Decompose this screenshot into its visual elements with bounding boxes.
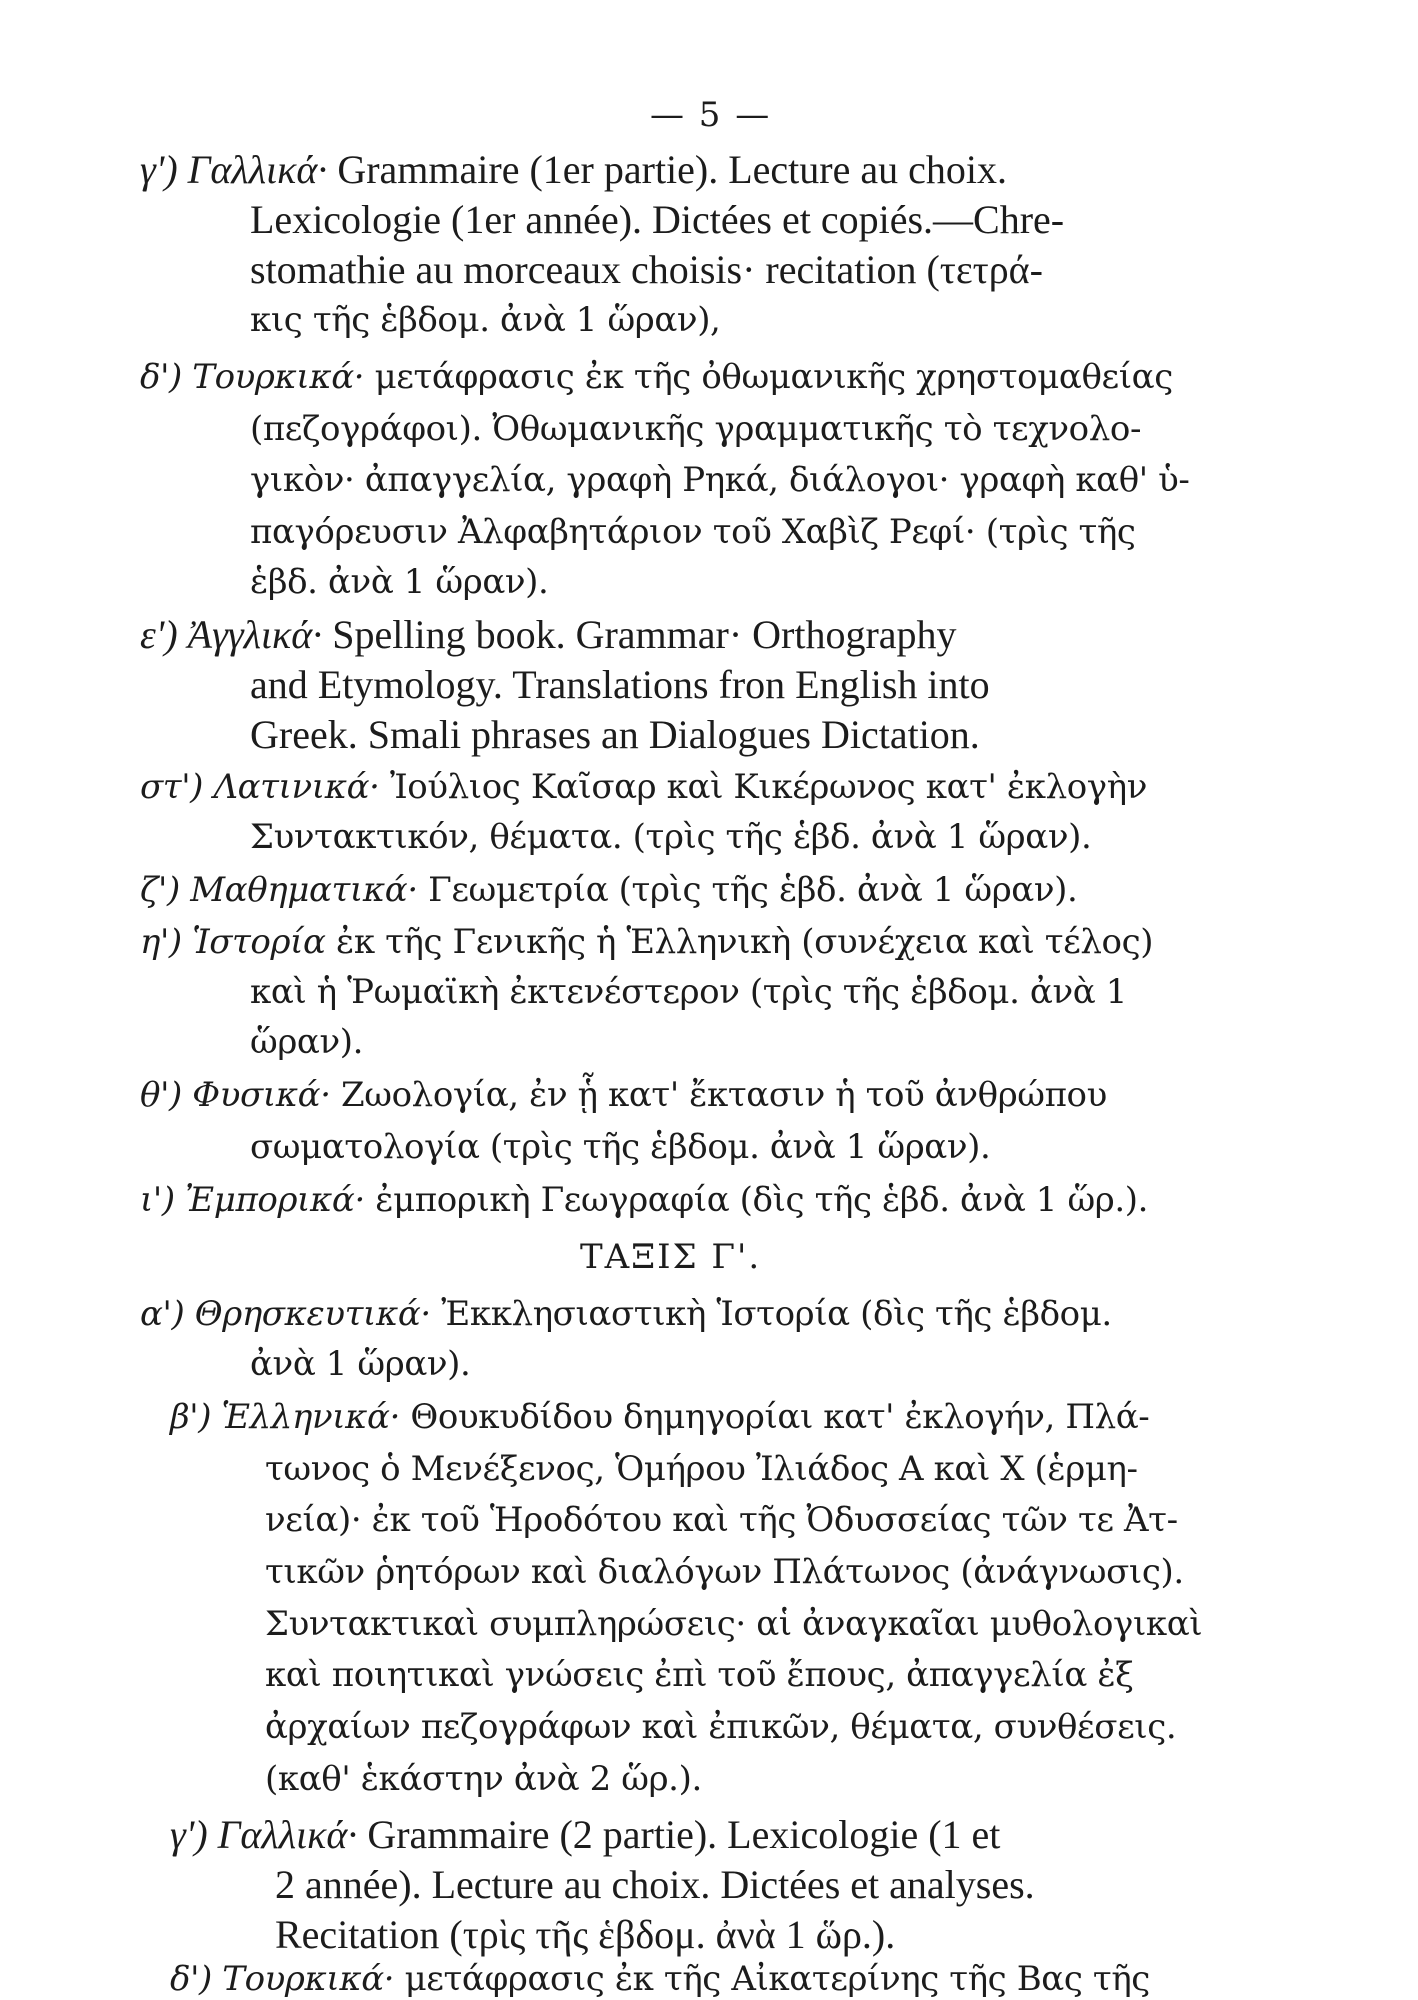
line-text: τωνος ὁ Μενέξενος, Ὁμήρου Ἰλιάδος Α καὶ Χ (ἑρμη- [265, 1449, 1138, 1489]
line-text: Spelling book. Grammar· Orthography [322, 612, 957, 657]
text-line [140, 767, 1147, 807]
page-number: — 5 — [650, 95, 772, 135]
line-text: ὥραν). [250, 1022, 364, 1062]
line-text: (καθ' ἑκάστην ἀνὰ 2 ὥρ.). [265, 1759, 702, 1799]
text-line [250, 247, 1043, 292]
text-line [170, 1397, 1150, 1437]
item-label: γ') Γαλλικά· [140, 147, 328, 192]
text-line [140, 147, 1007, 192]
text-line [140, 922, 1154, 962]
text-line [250, 197, 1065, 242]
item-label: ζ') Μαθηματικά· [140, 870, 418, 910]
text-line [265, 1604, 1203, 1644]
text-line [250, 300, 721, 340]
line-text: μετάφρασις ἐκ τῆς Αἰκατερίνης τῆς Βας τῆς [394, 1959, 1150, 1999]
text-line [250, 460, 1190, 500]
line-text: ἀνὰ 1 ὥραν). [250, 1344, 471, 1384]
line-text: Θουκυδίδου δημηγορίαι κατ' ἐκλογήν, Πλά- [400, 1397, 1150, 1437]
text-line [250, 712, 980, 757]
text-line [170, 1812, 1001, 1857]
text-line [265, 1707, 1177, 1747]
line-text: Grammaire (2 partie). Lexicologie (1 et [357, 1812, 1001, 1857]
text-line [250, 1344, 471, 1384]
text-line [250, 409, 1142, 449]
text-line [250, 817, 1092, 857]
item-label: ι') Ἐμπορικά· [140, 1180, 365, 1220]
text-line [250, 562, 549, 602]
item-label: α') Θρησκευτικά· [140, 1294, 431, 1334]
line-text: Recitation (τρὶς τῆς ἑβδομ. ἀνὰ 1 ὥρ.). [275, 1912, 896, 1957]
line-text: Ζωολογία, ἐν ᾗ κατ' ἔκτασιν ἡ τοῦ ἀνθρώπου [330, 1075, 1107, 1115]
text-line [140, 612, 957, 657]
line-text: (πεζογράφοι). Ὀθωμανικῆς γραμματικῆς τὸ τεχνολο- [250, 409, 1142, 449]
line-text: σωματολογία (τρὶς τῆς ἑβδομ. ἀνὰ 1 ὥραν). [250, 1127, 991, 1167]
line-text: Συντακτικόν, θέματα. (τρὶς τῆς ἑβδ. ἀνὰ 1 ὥραν). [250, 817, 1092, 857]
line-text: 2 année). Lecture au choix. Dictées et analyses. [275, 1862, 1035, 1907]
text-line [250, 662, 990, 707]
section-heading [580, 1237, 762, 1277]
line-text: Lexicologie (1er année). Dictées et copiés.—Chre- [250, 197, 1065, 242]
line-text: Ἰούλιος Καῖσαρ καὶ Κικέρωνος κατ' ἐκλογὴν [379, 767, 1147, 807]
line-text: Greek. Smali phrases an Dialogues Dictation. [250, 712, 980, 757]
line-text: and Etymology. Translations fron English into [250, 662, 990, 707]
line-text: ἑβδ. ἀνὰ 1 ὥραν). [250, 562, 549, 602]
text-line [265, 1500, 1178, 1540]
text-line [140, 357, 1173, 397]
line-text: καὶ ἡ Ῥωμαϊκὴ ἐκτενέστερον (τρὶς τῆς ἑβδομ. ἀνὰ 1 [250, 972, 1127, 1012]
item-label: στ') Λατινικά· [140, 767, 380, 807]
line-text: καὶ ποιητικαὶ γνώσεις ἐπὶ τοῦ ἔπους, ἀπαγγελία ἐξ [265, 1655, 1134, 1695]
line-text: Γεωμετρία (τρὶς τῆς ἑβδ. ἀνὰ 1 ὥραν). [417, 870, 1078, 910]
line-text: ἐμπορικὴ Γεωγραφία (δὶς τῆς ἑβδ. ἀνὰ 1 ὥρ.). [364, 1180, 1149, 1220]
line-text: Συντακτικαὶ συμπληρώσεις· αἱ ἀναγκαῖαι μυθολογικαὶ [265, 1604, 1203, 1644]
text-line [250, 512, 1136, 552]
text-line [140, 1180, 1149, 1220]
line-text: Ἐκκλησιαστικὴ Ἱστορία (δὶς τῆς ἑβδομ. [430, 1294, 1112, 1334]
text-line [170, 1959, 1150, 1999]
text-line [140, 870, 1078, 910]
text-line [140, 1294, 1112, 1334]
line-text: παγόρευσιν Ἀλφαβητάριον τοῦ Χαβὶζ Ρεφί· (τρὶς τῆς [250, 512, 1136, 552]
line-text: μετάφρασις ἐκ τῆς ὀθωμανικῆς χρηστομαθείας [364, 357, 1173, 397]
item-label: δ') Τουρκικά· [170, 1959, 395, 1999]
text-line [265, 1449, 1138, 1489]
line-text: Grammaire (1er partie). Lecture au choix. [327, 147, 1007, 192]
line-text: γικὸν· ἀπαγγελία, γραφὴ Ρηκά, διάλογοι· γραφὴ καθ' ὑ- [250, 460, 1190, 500]
text-line [140, 1075, 1107, 1115]
item-label: γ') Γαλλικά· [170, 1812, 358, 1857]
text-line [275, 1912, 896, 1957]
item-label: β') Ἑλληνικά· [170, 1397, 401, 1437]
line-text: τικῶν ῥητόρων καὶ διαλόγων Πλάτωνος (ἀνάγνωσις). [265, 1552, 1184, 1592]
item-label: δ') Τουρκικά· [140, 357, 365, 397]
line-text: ἀρχαίων πεζογράφων καὶ ἐπικῶν, θέματα, συνθέσεις. [265, 1707, 1177, 1747]
line-text: κις τῆς ἑβδομ. ἀνὰ 1 ὥραν), [250, 300, 721, 340]
text-line [265, 1759, 702, 1799]
line-text: stomathie au morceaux choisis· recitation (τετρά- [250, 247, 1043, 292]
item-label: η') Ἱστορία [140, 922, 326, 962]
item-label: θ') Φυσικά· [140, 1075, 331, 1115]
text-line [250, 972, 1127, 1012]
text-line [265, 1552, 1184, 1592]
text-line [250, 1127, 991, 1167]
text-line [275, 1862, 1035, 1907]
line-text: νεία)· ἐκ τοῦ Ἡροδότου καὶ τῆς Ὀδυσσείας τῶν τε Ἀτ- [265, 1500, 1178, 1540]
text-line [250, 1022, 364, 1062]
item-label: ε') Ἀγγλικά· [140, 612, 323, 657]
line-text: ΤΑΞΙΣ Γ'. [580, 1237, 762, 1277]
text-line [265, 1655, 1134, 1695]
line-text: ἐκ τῆς Γενικῆς ἡ Ἑλληνικὴ (συνέχεια καὶ τέλος) [325, 922, 1154, 962]
